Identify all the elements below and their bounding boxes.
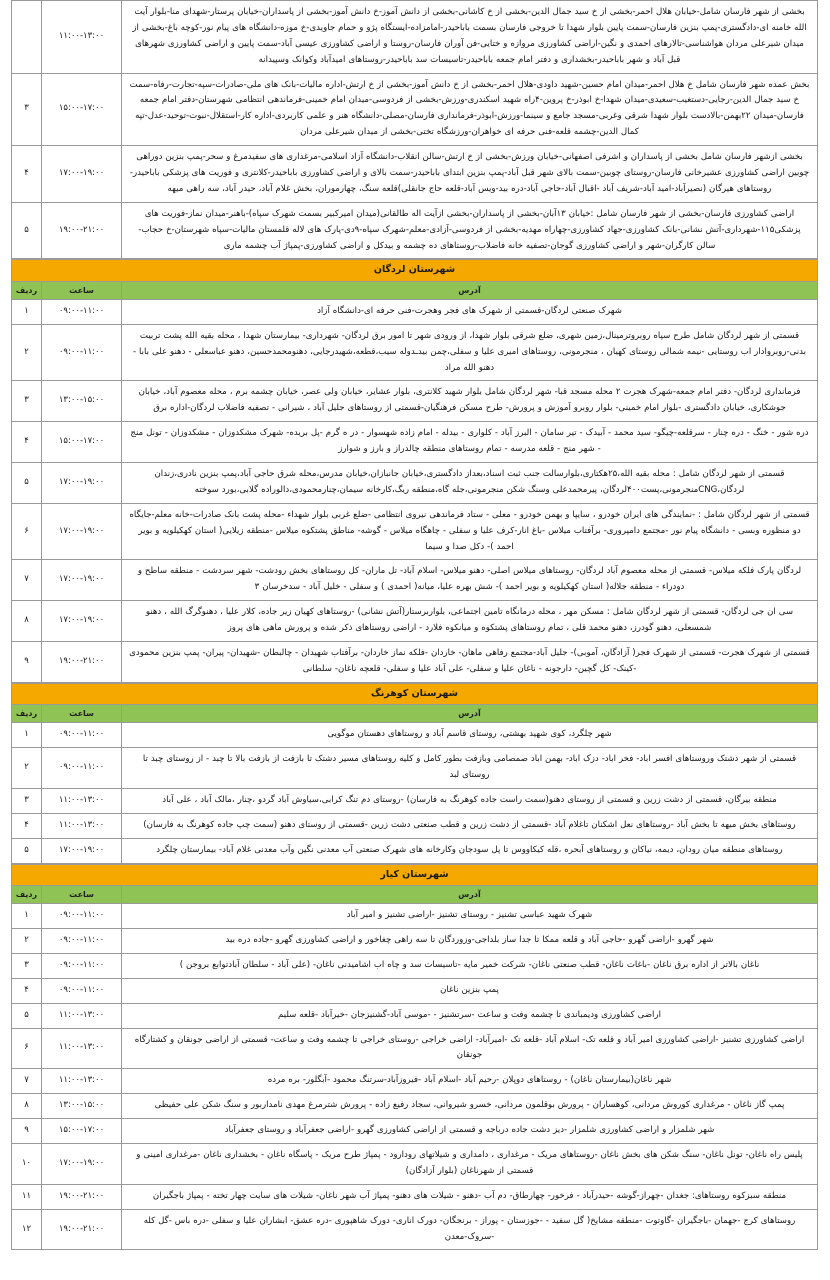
table-row bbox=[12, 202, 818, 259]
table-row bbox=[11, 813, 817, 838]
outage-time-range: ۱۹:۰۰-۲۱:۰۰ bbox=[42, 1209, 122, 1250]
table-row bbox=[12, 1119, 818, 1144]
table-row bbox=[12, 1, 818, 74]
outage-time-range: ۰۹:۰۰-۱۱:۰۰ bbox=[42, 299, 122, 324]
table-row bbox=[12, 978, 818, 1003]
outage-row-number: ۷ bbox=[12, 1069, 42, 1094]
outage-address: بخش عمده شهر فارسان شامل خ هلال احمر-میدان امام حسین-شهید داودی-هلال احمر-بخشی از خ دانش آموز-بخشی از خ ارتش-اداره مالیات-بانک های ملی-صادرات-سپه-تجارت-رفاه-سمت خ سید جمال الدین-رجایی-دستغیب-سعیدی-میدان شهدا-خ ابوذر-خ پروین-۴راه شهید اسکندری-ورزش-بخشی از فردوسی-میدان امام خمینی-فرماندهی انتظامی شهرستان-دفتر امام جمعه فارسان-میدان ۲۲بهمن-بالادست بلوار شهدا شرقی وغربی-مسجد جامع و سینما-ورزش-ابوذر-فرمانداری فارسان-مصلی-دانشگاه هنر و علمی کاربردی-اداره کار-استقلال-نبوت-توحید-عدل-تپه کمال الدین-چشمه قلعه-فنی حرفه ای خواهران-ورزشگاه تختی-بخشی از میدان شیرعلی مردان bbox=[122, 73, 818, 146]
outage-address: شهرک صنعتی لردگان-قسمتی از شهرک های فجر وهجرت-فنی حرفه ای-دانشگاه آزاد bbox=[122, 299, 818, 324]
outage-time-range: ۱۱:۰۰-۱۳:۰۰ bbox=[42, 1, 122, 74]
outage-address: منطقه سبزکوه روستاهای: جغدان -چهراز-گوشه -حیدرآباد - فرخور- چهارطاق- دم آب -دهنو - شیلات های دهنو- پمپاژ آب شهر ناغان- شیلات های سایت چهار تخته - پمپاژ باجگیران bbox=[122, 1184, 818, 1209]
outage-address: دره شور - خنگ - دره چنار - سرقلعه-چیگو- سید محمد - آبیدک - تیر سامان - البرز آباد - کلواری - بیدله - امام زاده شهسوار - در ه گرم -پل بریده- شهرک مشکدوزان - مشکدوزان - تونل منج - شهر منج - قلعه مدرسه - تمام روستاهای منطقه چالدراز و بارز و شوارز bbox=[122, 422, 818, 463]
table-row bbox=[11, 748, 817, 789]
outage-address: فرمانداری لردگان- دفتر امام جمعه-شهرک هجرت ۲ محله مسجد قبا- شهر لردگان شامل بلوار شهید کلانتری، بلوار عشایر، خیابان ولی عصر، خیابان چشمه برم ، محله معصوم آباد، خیابان جوشکاری، خیابان دادگستری -بلوار امام خمینی- بلوار روبرو آموزش و پرورش- طرح مسکن فرهنگیان-قسمتی از روستاهای جلیل آباد ، شیرانی - تصفیه فاضلاب لردگان-اداره برق bbox=[122, 381, 818, 422]
outage-table bbox=[11, 0, 818, 259]
column-header-address: آدرس bbox=[122, 885, 818, 903]
table-row bbox=[12, 1028, 818, 1069]
outage-address: قسمتی از شهر دشتک وروستاهای افسر اباد- فخر اباد- دزک اباد- بهمن اباد صمصامی وبازفت بطور کامل و کلیه روستاهای مسیر دشتک تا بازفت از بازفت بالا تا چبد - از روستای چبد تا روستای لبد bbox=[122, 748, 818, 789]
city-name: شهرستان کوهرنگ bbox=[11, 683, 817, 704]
city-name: شهرستان کیار bbox=[12, 864, 818, 885]
outage-row-number: ۴ bbox=[12, 146, 42, 203]
column-header-address: آدرس bbox=[122, 281, 818, 299]
table-row bbox=[11, 642, 817, 683]
outage-address: قسمتی از شهر لردگان شامل طرح سپاه روبروترمینال،زمین شهری، ضلع شرقی بلوار شهدا، از ورودی شهر تا امور برق لردگان- شهرداری- بیمارستان شهدا ، محله بقیه الله پشت تربیت بدنی-روبروادار اب روستایی -نیمه شمالی روستای کهیان ، منجرمونی، روستاهای امیری علیا و سفلی،چمن بیدـدوله سیب،قطعه،شهیدرجایی، دهنومحمدحسین، دهنو عباسعلی - دهنو علی بابا - دهنو الله مراد bbox=[122, 324, 818, 381]
outage-row-number: ۳ bbox=[11, 788, 41, 813]
outage-row-number: ۵ bbox=[12, 202, 42, 259]
outage-row-number: ۶ bbox=[12, 1028, 42, 1069]
outage-time-range: ۰۹:۰۰-۱۱:۰۰ bbox=[42, 953, 122, 978]
outage-time-range: ۱۳:۰۰-۱۵:۰۰ bbox=[42, 381, 122, 422]
table-row bbox=[12, 1094, 818, 1119]
table-row bbox=[12, 73, 818, 146]
outage-row-number: ۴ bbox=[11, 813, 41, 838]
outage-time-range: ۱۷:۰۰-۱۹:۰۰ bbox=[42, 1143, 122, 1184]
table-row bbox=[12, 1184, 818, 1209]
column-header-row bbox=[12, 885, 818, 903]
outage-address: روستاهای بخش میهه تا بخش آباد -روستاهای نعل اشکنان تاغلام آباد -قسمتی از دشت زرین و قطب صنعتی دشت زرین -قسمتی از روستای دهنو (سمت چپ جاده کوهرنگ به فارسان) bbox=[122, 813, 818, 838]
outage-address: اراضی کشاورزی فارسان-بخشی از شهر فارسان شامل :خیابان ۱۳آبان-بخشی از پاسداران-بخشی ازآیت اله طالقانی(میدان امیرکبیر بسمت شهرک سپاه)-باهنر-میدان نماز-فوریت های پزشکی۱۱۵-شهرداری-آتش نشانی-بانک کشاورزی-جهاد کشاورزی-چهاراه مهدیه-بخشی از فردوسی-آزادی-معلم-شهرک سپاه-۹دی-پارک های لاله قلمستان مالیات-سپاه شهرستان-خ حجاب-سالن کارگران-شهر و اراضی کشاورزی گوجان-تصفیه خانه فاضلاب-روستاهای ده چشمه و بیدکل و اراضی کشاورزی-پمپاژ آب چشمه ماری bbox=[122, 202, 818, 259]
outage-row-number: ۲ bbox=[12, 928, 42, 953]
outage-time-range: ۰۹:۰۰-۱۱:۰۰ bbox=[42, 324, 122, 381]
outage-row-number: ۱۲ bbox=[12, 1209, 42, 1250]
column-header-address: آدرس bbox=[122, 705, 818, 723]
outage-time-range: ۱۳:۰۰-۱۵:۰۰ bbox=[42, 1094, 122, 1119]
outage-address: پمپ گاز ناغان - مرغداری کوروش مردانی، کوهساران - پرورش بوقلمون مردانی، خسرو شیروانی، سجاد رفیع زاده - پرورش شترمرغ مهدی نامداربور و سنگ شکن علی حفیظی bbox=[122, 1094, 818, 1119]
table-row bbox=[12, 953, 818, 978]
outage-time-range: ۱۷:۰۰-۱۹:۰۰ bbox=[42, 838, 122, 863]
outage-time-range: ۱۵:۰۰-۱۷:۰۰ bbox=[42, 422, 122, 463]
outage-time-range: ۱۱:۰۰-۱۳:۰۰ bbox=[42, 1069, 122, 1094]
outage-row-number: ۲ bbox=[11, 324, 41, 381]
outage-row-number: ۵ bbox=[11, 463, 41, 504]
outage-address: شهر چلگرد، کوی شهید بهشتی، روستای قاسم آباد و روستاهای دهستان موگویی bbox=[122, 723, 818, 748]
table-row bbox=[11, 299, 817, 324]
outage-address: سی ان جی لردگان- قسمتی از شهر لردگان شامل : مسکن مهر ، محله درمانگاه تامین اجتماعی، بلواربرستار(آتش نشانی) -روستاهای کهیان زیر جاده، کلار علیا ، دهنوگرگ الله ، دهنو شمسعلی، دهنو گودرز، دهنو محمد قلی ، تمام روستاهای پشتکوه و میانکوه فلارد - اراضی روستاهای ذکر شده و پرورش ماهی های پروز bbox=[122, 601, 818, 642]
outage-row-number: ۹ bbox=[12, 1119, 42, 1144]
column-header-row bbox=[11, 705, 817, 723]
outage-time-range: ۱۱:۰۰-۱۳:۰۰ bbox=[42, 1003, 122, 1028]
outage-address: روستاهای کرج -جهمان -باجگیران -گاوتوت -منطقه مشایخ( گل سفید - -جوزستان - پوراز - برنجگان- دورک اناری- دورک شاهپوری -دره عشق- ابشاران علیا و سفلی -دره باس -گل کله -سروک-معدن bbox=[122, 1209, 818, 1250]
outage-address: پلیس راه ناغان- تونل ناغان- سنگ شکن های بخش ناغان -روستاهای مریک - مرغداری ، دامداری و شیلاتهای رودارود - پمپاژ طرح مریک - پاسگاه ناغان - بخشداری ناغان -مرغداری امینی و قسمتی از شهرناغان (بلوار آزادگان) bbox=[122, 1143, 818, 1184]
outage-address: اراضی کشاورزی ودیمباندی تا چشمه وفت و ساعت -سرتشنیز - -موسی آباد-گشنیزجان -خیرآباد -قلعه سلیم bbox=[122, 1003, 818, 1028]
outage-time-range: ۰۹:۰۰-۱۱:۰۰ bbox=[42, 723, 122, 748]
table-row bbox=[11, 723, 817, 748]
outage-time-range: ۱۷:۰۰-۱۹:۰۰ bbox=[42, 146, 122, 203]
column-header-row-number: ردیف bbox=[11, 705, 41, 723]
city-name: شهرستان لردگان bbox=[11, 260, 817, 281]
outage-row-number: ۳ bbox=[12, 73, 42, 146]
table-row bbox=[11, 463, 817, 504]
outage-time-range: ۱۹:۰۰-۲۱:۰۰ bbox=[42, 1184, 122, 1209]
table-row bbox=[11, 838, 817, 863]
outage-address: منطقه بیرگان، قسمتی از دشت زرین و قسمتی از روستای دهنو(سمت راست جاده کوهرنگ به فارسان) -روستای دم تنگ کرابی،سیاوش آباد گردو ،چنار ،مالک آباد ، علی آباد bbox=[122, 788, 818, 813]
outage-row-number: ۱۰ bbox=[12, 1143, 42, 1184]
outage-address: قسمتی از شهر لردگان شامل : محله بقیه الله،۲۵هکتاری،بلوارسالت جنب ثبت اسناد،بعداز دادگستری،خیابان جانبازان،خیابان مدرس،محله شرق حاجی آباد،پمپ بنزین نادری،زندان لردگان،CNGمنجرمونی،پست۴۰۰لردگان، پیرمحمدعلی وسنگ شکن منجرمونی،جله گاه،منطقه ریگ،کارخانه سیمان،چنارمحمودی،دالوراده گلابی،بورد سوخته bbox=[122, 463, 818, 504]
city-band-row bbox=[11, 683, 817, 704]
outage-row-number: ۱۱ bbox=[12, 1184, 42, 1209]
outage-row-number: ۵ bbox=[12, 1003, 42, 1028]
outage-address: قسمتی از شهر لردگان شامل : -نمایندگی های ایران خودرو ، سایپا و بهمن خودرو - معلی - ستاد فرماندهی نیروی انتظامی -ضلع غربی بلوار شهداء -محله پشت بانک صادرات-خانه معلم-جایگاه دو منظوره وبسی - دانشگاه پیام نور -مجتمع دامپروری- برآفتاب میلاس -باغ انار-کرف علیا و سفلی - چاهگاه میلاس - گوشه- مناطق پشتکوه میلاس -منطقه زیلایی( استان کهکیلویه و بویر احمد )- دکل صدا و سیما bbox=[122, 503, 818, 560]
outage-time-range: ۱۱:۰۰-۱۳:۰۰ bbox=[42, 813, 122, 838]
city-band-row bbox=[11, 260, 817, 281]
outage-row-number: ۸ bbox=[12, 1094, 42, 1119]
outage-time-range: ۰۹:۰۰-۱۱:۰۰ bbox=[42, 978, 122, 1003]
outage-row-number: ۱ bbox=[11, 299, 41, 324]
outage-address: شهرک شهید عباسی تشنیز - روستای تشنیز -اراضی تشنیز و امیر آباد bbox=[122, 904, 818, 929]
outage-address: شهر گهرو -اراضی گهرو -حاجی آباد و قلعه ممکا تا جدا ساز بلداجی-وزوردگان تا سه راهی چغاخور و اراضی کشاورزی گهرو -جاده دره بید bbox=[122, 928, 818, 953]
outage-time-range: ۱۷:۰۰-۱۹:۰۰ bbox=[42, 560, 122, 601]
outage-time-range: ۱۹:۰۰-۲۱:۰۰ bbox=[42, 642, 122, 683]
outage-row-number: ۵ bbox=[11, 838, 41, 863]
table-row bbox=[12, 1209, 818, 1250]
outage-time-range: ۰۹:۰۰-۱۱:۰۰ bbox=[42, 904, 122, 929]
city-band-row bbox=[12, 864, 818, 885]
outage-row-number: ۶ bbox=[11, 503, 41, 560]
table-row bbox=[11, 422, 817, 463]
outage-address: شهر شلمزار و اراضی کشاورزی شلمزار -دیز دشت جاده درباجه و قسمتی از اراضی کشاورزی گهرو -اراضی جعفرآباد و روستای جعفرآباد bbox=[122, 1119, 818, 1144]
outage-row-number: ۴ bbox=[11, 422, 41, 463]
table-row bbox=[12, 146, 818, 203]
table-row bbox=[11, 381, 817, 422]
outage-address: روستاهای منطقه میان رودان، دیمه، نیاکان و روستاهای آبحره ،قله کیکاووس تا پل سودجان وکارخانه های شهرک صنعتی آب معدنی نگین وآب معدنی غلام آباد- بیمارستان چلگرد bbox=[122, 838, 818, 863]
outage-time-range: ۰۹:۰۰-۱۱:۰۰ bbox=[42, 928, 122, 953]
table-row bbox=[12, 1143, 818, 1184]
outage-row-number: ۴ bbox=[12, 978, 42, 1003]
outage-row-number: ۳ bbox=[11, 381, 41, 422]
table-row bbox=[11, 601, 817, 642]
outage-address: ناغان بالاتر از اداره برق ناغان -باغات ناغان- قطب صنعتی ناغان- شرکت خمیر مایه -تاسیسات سد و چاه اب اشامیدنی ناغان- (علی آباد - سلطان آبادتوابع بروجن ) bbox=[122, 953, 818, 978]
outage-row-number: ۱ bbox=[12, 904, 42, 929]
table-row bbox=[11, 324, 817, 381]
outage-row-number bbox=[12, 1, 42, 74]
outage-row-number: ۱ bbox=[11, 723, 41, 748]
outage-time-range: ۱۱:۰۰-۱۳:۰۰ bbox=[42, 788, 122, 813]
sections-container bbox=[12, 0, 818, 1250]
column-header-row-number: ردیف bbox=[11, 281, 41, 299]
outage-row-number: ۳ bbox=[12, 953, 42, 978]
outage-time-range: ۱۷:۰۰-۱۹:۰۰ bbox=[42, 601, 122, 642]
outage-address: بخشی ازشهر فارسان شامل بخشی از پاسداران و اشرفی اصفهانی-خیابان ورزش-بخشی از خ ارتش-سالن انقلاب-دانشگاه آزاد اسلامی-مرغداری های سفیدمرغ و سحر-پمپ بنزین دوراهی چوبین اراضی کشاورزی عشیرخانی فارسان-روستای چوبین-سمت بالای شهر قبل آباد-پمپ بنزین ابتدای باباحیدر-سمت بالای و اراضی کشاورزی باباحیدر-کلانتری و فوریت های پزشکی باباحیدر-روستاهای هیرگان (نصیرآباد-امید آباد-شریف آباد -اقبال آباد-حاجی آباد-دره بید-ویس آباد-قلعه حاج جانقلی)قلعه سنگ، چهارموران، بخش غلام آباد، حیدر آباد، سه راهی میهه bbox=[122, 146, 818, 203]
outage-table bbox=[11, 683, 818, 864]
outage-address: لردگان پارک فلکه میلاس- قسمتی از محله معصوم آباد لردگان- روستاهای میلاس اصلی- دهنو میلاس- اسلام آباد- تل ماران- کل روستاهای بخش رودشت- شهر سردشت - منطقه ساطح و دودراء - منطقه جلاله( استان کهکیلویه و بویر احمد )- شش بهره علیا، میانه( احمدی ) و سفلی - خلیل آباد - سدخرسان ۳ bbox=[122, 560, 818, 601]
table-row bbox=[12, 904, 818, 929]
table-row bbox=[12, 928, 818, 953]
column-header-row bbox=[11, 281, 817, 299]
outage-address: قسمتی از شهرک هجرت- قسمتی از شهرک فجر( آزادگان، آموبی)- جلیل آباد-مجتمع رفاهی ماهان- خاردان -فلکه نماز خاردان- برآفتاب شهیدان - چالبطان -شهیدان- پیران- پمپ بنزین محمودی -کینک- کل گچین- دارجونه - ناغان علیا و سفلی- علی آباد علیا و سفلی- قلعچه ناغان- سلطانی bbox=[122, 642, 818, 683]
outage-address: پمپ بنزین ناغان bbox=[122, 978, 818, 1003]
outage-time-range: ۱۷:۰۰-۱۹:۰۰ bbox=[42, 503, 122, 560]
table-row bbox=[11, 788, 817, 813]
outage-address: بخشی از شهر فارسان شامل-خیابان هلال احمر-بخشی از خ سید جمال الدین-بخشی از خ کاشانی-بخشی از دانش آموز-خ دانش آموز-بخشی از پاسداران-خیابان پرستار-شهدای منا-بلوار آیت الله خامنه ای-دادگستری-پمپ بنزین فارسان-سمت پایین بلوار شهدا تا خروجی فارسان بسمت باباحیدر-امامزاده-ایستگاه پژو و حمام جاویدی-خ موزه-دانشگاه های پیام نور-کوچه باغ-بخشی از میدان شیرعلی مردان هواشناسی-تالارهای احمدی و نگین-اراضی کشاورزی مروازه و ختایی-فن آوران فارسان-روستا و اراضی کشاورزی عیسی آباد-سمت پایین و اراضی کشاورزی شهرهای قبل آباد و شهر باباحیدر-بخشداری و دفتر امام جمعه باباحیدر-تاسیسات سد باباحیدر-روستاهای امیدآباد وکوانک وسپیدانه bbox=[122, 1, 818, 74]
outage-table bbox=[11, 259, 818, 682]
outage-row-number: ۷ bbox=[11, 560, 41, 601]
outage-time-range: ۱۷:۰۰-۱۹:۰۰ bbox=[42, 463, 122, 504]
outage-table bbox=[11, 864, 818, 1251]
outage-row-number: ۲ bbox=[11, 748, 41, 789]
table-row bbox=[12, 1003, 818, 1028]
outage-time-range: ۱۱:۰۰-۱۳:۰۰ bbox=[42, 1028, 122, 1069]
column-header-time: ساعت bbox=[42, 281, 122, 299]
column-header-time: ساعت bbox=[42, 885, 122, 903]
outage-time-range: ۰۹:۰۰-۱۱:۰۰ bbox=[42, 748, 122, 789]
outage-row-number: ۹ bbox=[11, 642, 41, 683]
table-row bbox=[11, 560, 817, 601]
outage-time-range: ۱۵:۰۰-۱۷:۰۰ bbox=[42, 1119, 122, 1144]
outage-time-range: ۱۵:۰۰-۱۷:۰۰ bbox=[42, 73, 122, 146]
table-row bbox=[11, 503, 817, 560]
outage-address: اراضی کشاورزی تشنیز -اراضی کشاورزی امیر آباد و قلعه تک- اسلام آباد -قلعه تک -امیرآباد- اراضی خراجی -روستای خراجی تا چشمه وفت و ساعت- قسمتی از اراضی جونقان و کشتارگاه جونقان bbox=[122, 1028, 818, 1069]
table-row bbox=[12, 1069, 818, 1094]
outage-row-number: ۸ bbox=[11, 601, 41, 642]
outage-address: شهر ناغان(بیمارستان ناغان) - روستاهای دوپلان -رحیم آباد -اسلام آباد -فیروزآباد-سرتنگ محمود -آبگلور- بره مرده bbox=[122, 1069, 818, 1094]
column-header-time: ساعت bbox=[42, 705, 122, 723]
outage-time-range: ۱۹:۰۰-۲۱:۰۰ bbox=[42, 202, 122, 259]
column-header-row-number: ردیف bbox=[12, 885, 42, 903]
